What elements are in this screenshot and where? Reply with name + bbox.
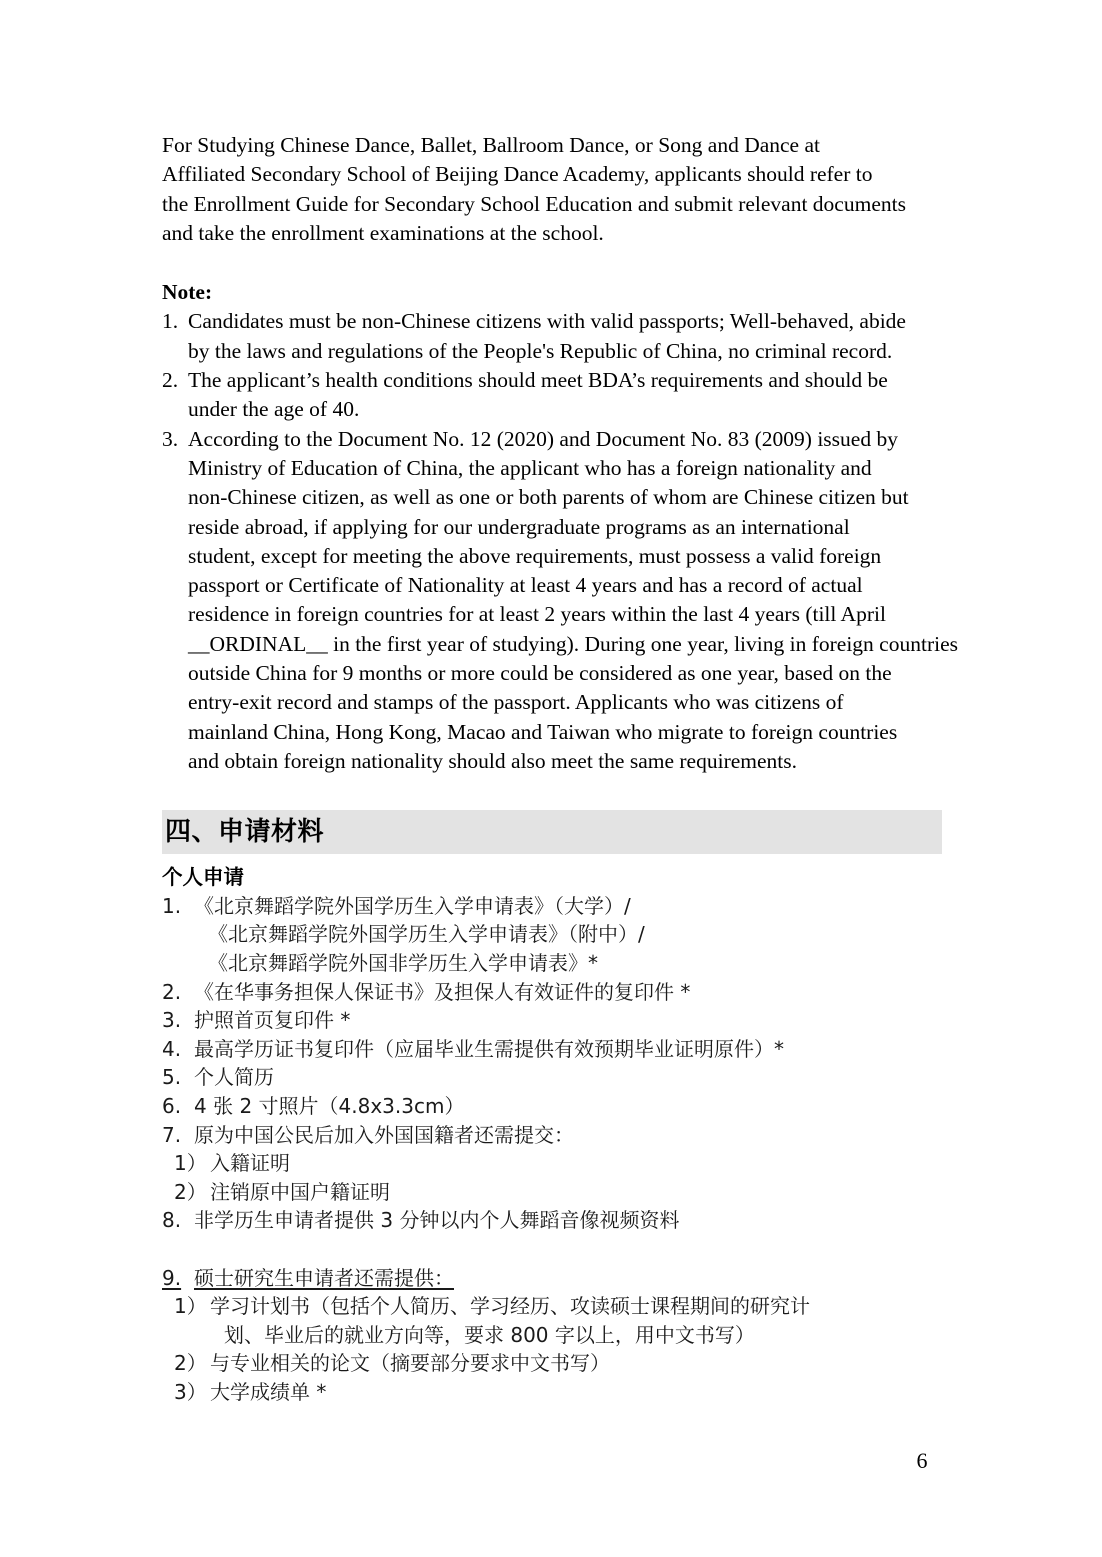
- application-material-sublist: [162, 1292, 944, 1406]
- text-line: 入籍证明: [210, 1151, 290, 1176]
- text-line: outside China for 9 months or more could be considered as one year, based on the: [188, 661, 892, 686]
- text-line: Ministry of Education of China, the applicant who has a foreign nationality and: [188, 455, 872, 480]
- application-material-item: [162, 892, 944, 978]
- text-line: 护照首页复印件 *: [194, 1008, 351, 1033]
- list-marker: 3.: [162, 1008, 182, 1033]
- sublist-item-body: [210, 1149, 944, 1178]
- list-item-body: [188, 425, 958, 777]
- text-line: under the age of 40.: [188, 397, 360, 422]
- application-material-item: [162, 1264, 944, 1293]
- text-line: __ORDINAL__ in the first year of studying). During one year, living in foreign countries: [188, 631, 958, 656]
- list-marker: 6.: [162, 1093, 182, 1118]
- sublist-marker: 1）: [174, 1294, 207, 1319]
- section-heading-band: [162, 810, 942, 854]
- application-material-item: [162, 978, 944, 1007]
- list-marker: 4.: [162, 1036, 182, 1061]
- text-line: 《北京舞蹈学院外国学历生入学申请表》（附中）/: [208, 922, 645, 947]
- vertical-spacer: [162, 1235, 944, 1264]
- text-line: 原为中国公民后加入外国国籍者还需提交：: [194, 1122, 574, 1147]
- intro-paragraph: [162, 131, 944, 248]
- sublist-marker: 2）: [174, 1179, 207, 1204]
- text-line: non-Chinese citizen, as well as one or both parents of whom are Chinese citizen but: [188, 485, 909, 510]
- sublist-marker: 2）: [174, 1351, 207, 1376]
- text-line: and obtain foreign nationality should also meet the same requirements.: [188, 748, 798, 773]
- list-item-body: [194, 1063, 944, 1092]
- text-line: 《北京舞蹈学院外国学历生入学申请表》（大学）/: [194, 893, 631, 918]
- page-number: 6: [916, 1448, 928, 1473]
- text-line: The applicant’s health conditions should meet BDA’s requirements and should be: [188, 368, 888, 393]
- application-material-item: [162, 1063, 944, 1092]
- sublist-item-body: [210, 1178, 944, 1207]
- text-line: 划、毕业后的就业方向等，要求 800 字以上，用中文书写）: [224, 1322, 755, 1347]
- text-line: residence in foreign countries for at least 2 years within the last 4 years (till April: [188, 602, 886, 627]
- list-item-body: [194, 1092, 944, 1121]
- application-material-sublist: [162, 1149, 944, 1206]
- note-heading: Note:: [162, 280, 213, 305]
- sublist-item-body: [210, 1292, 944, 1349]
- list-marker: 8.: [162, 1208, 182, 1233]
- list-marker: 1.: [162, 309, 179, 334]
- note-list-item: [162, 366, 944, 425]
- section-heading-title: 四、申请材料: [165, 817, 325, 848]
- text-line: 大学成绩单 *: [210, 1379, 327, 1404]
- text-line: 注销原中国户籍证明: [210, 1179, 390, 1204]
- note-list-item: [162, 425, 958, 777]
- text-line: mainland China, Hong Kong, Macao and Taiwan who migrate to foreign countries: [188, 719, 898, 744]
- sublist-item-body: [210, 1349, 944, 1378]
- application-material-subitem: [162, 1349, 944, 1378]
- text-line: Candidates must be non-Chinese citizens with valid passports; Well-behaved, abide: [188, 309, 906, 334]
- application-material-item: [162, 1006, 944, 1035]
- text-line: by the laws and regulations of the People's Republic of China, no criminal record.: [188, 338, 893, 363]
- note-list-item: [162, 307, 944, 366]
- list-item-body: [194, 1264, 944, 1293]
- application-material-subitem: [162, 1178, 944, 1207]
- text-line: and take the enrollment examinations at the school.: [162, 220, 604, 245]
- list-marker: 5.: [162, 1065, 182, 1090]
- text-line: 最高学历证书复印件（应届毕业生需提供有效预期毕业证明原件）*: [194, 1036, 784, 1061]
- text-line: According to the Document No. 12 (2020) and Document No. 83 (2009) issued by: [188, 426, 898, 451]
- note-list: [162, 307, 958, 776]
- text-line: passport or Certificate of Nationality at least 4 years and has a record of actual: [188, 573, 863, 598]
- personal-application-subheading: 个人申请: [162, 865, 244, 890]
- list-item-body: [188, 366, 944, 425]
- application-material-subitem: [162, 1149, 944, 1178]
- text-line: 学习计划书（包括个人简历、学习经历、攻读硕士课程期间的研究计: [210, 1294, 810, 1319]
- list-item-body: [194, 978, 944, 1007]
- list-marker: 9.: [162, 1265, 182, 1290]
- application-material-subitem: [162, 1378, 944, 1407]
- list-item-body: [194, 892, 944, 978]
- application-materials-list: [162, 892, 944, 1407]
- text-line: 《北京舞蹈学院外国非学历生入学申请表》*: [208, 951, 598, 976]
- text-line: Affiliated Secondary School of Beijing Dance Academy, applicants should refer to: [162, 162, 873, 187]
- text-line: reside abroad, if applying for our undergraduate programs as an international: [188, 514, 850, 539]
- application-material-item: [162, 1206, 944, 1235]
- list-item-body: [188, 307, 944, 366]
- sublist-item-body: [210, 1378, 944, 1407]
- list-marker: 2.: [162, 368, 179, 393]
- list-marker: 7.: [162, 1122, 182, 1147]
- text-line: For Studying Chinese Dance, Ballet, Ballroom Dance, or Song and Dance at: [162, 133, 820, 157]
- text-line: 个人简历: [194, 1065, 274, 1090]
- text-line: 与专业相关的论文（摘要部分要求中文书写）: [210, 1351, 610, 1376]
- application-material-item: [162, 1092, 944, 1121]
- application-material-item: [162, 1035, 944, 1064]
- list-marker: 1.: [162, 893, 182, 918]
- text-line: 非学历生申请者提供 3 分钟以内个人舞蹈音像视频资料: [194, 1208, 680, 1233]
- text-line: 《在华事务担保人保证书》及担保人有效证件的复印件 *: [194, 979, 691, 1004]
- list-item-body: [194, 1006, 944, 1035]
- text-line: entry-exit record and stamps of the passport. Applicants who was citizens of: [188, 690, 844, 715]
- list-marker: 3.: [162, 426, 179, 451]
- text-line: 4 张 2 寸照片（4.8x3.3cm）: [194, 1093, 465, 1118]
- list-item-body: [194, 1121, 944, 1150]
- text-line: student, except for meeting the above requirements, must possess a valid foreign: [188, 543, 882, 568]
- text-line: 硕士研究生申请者还需提供：: [194, 1265, 454, 1290]
- list-marker: 2.: [162, 979, 182, 1004]
- list-item-body: [194, 1035, 944, 1064]
- sublist-marker: 1）: [174, 1151, 207, 1176]
- sublist-marker: 3）: [174, 1379, 207, 1404]
- list-item-body: [194, 1206, 944, 1235]
- page-content: [162, 131, 958, 1407]
- application-material-item: [162, 1121, 944, 1150]
- application-material-subitem: [162, 1292, 944, 1349]
- text-line: the Enrollment Guide for Secondary School Education and submit relevant documents: [162, 191, 906, 216]
